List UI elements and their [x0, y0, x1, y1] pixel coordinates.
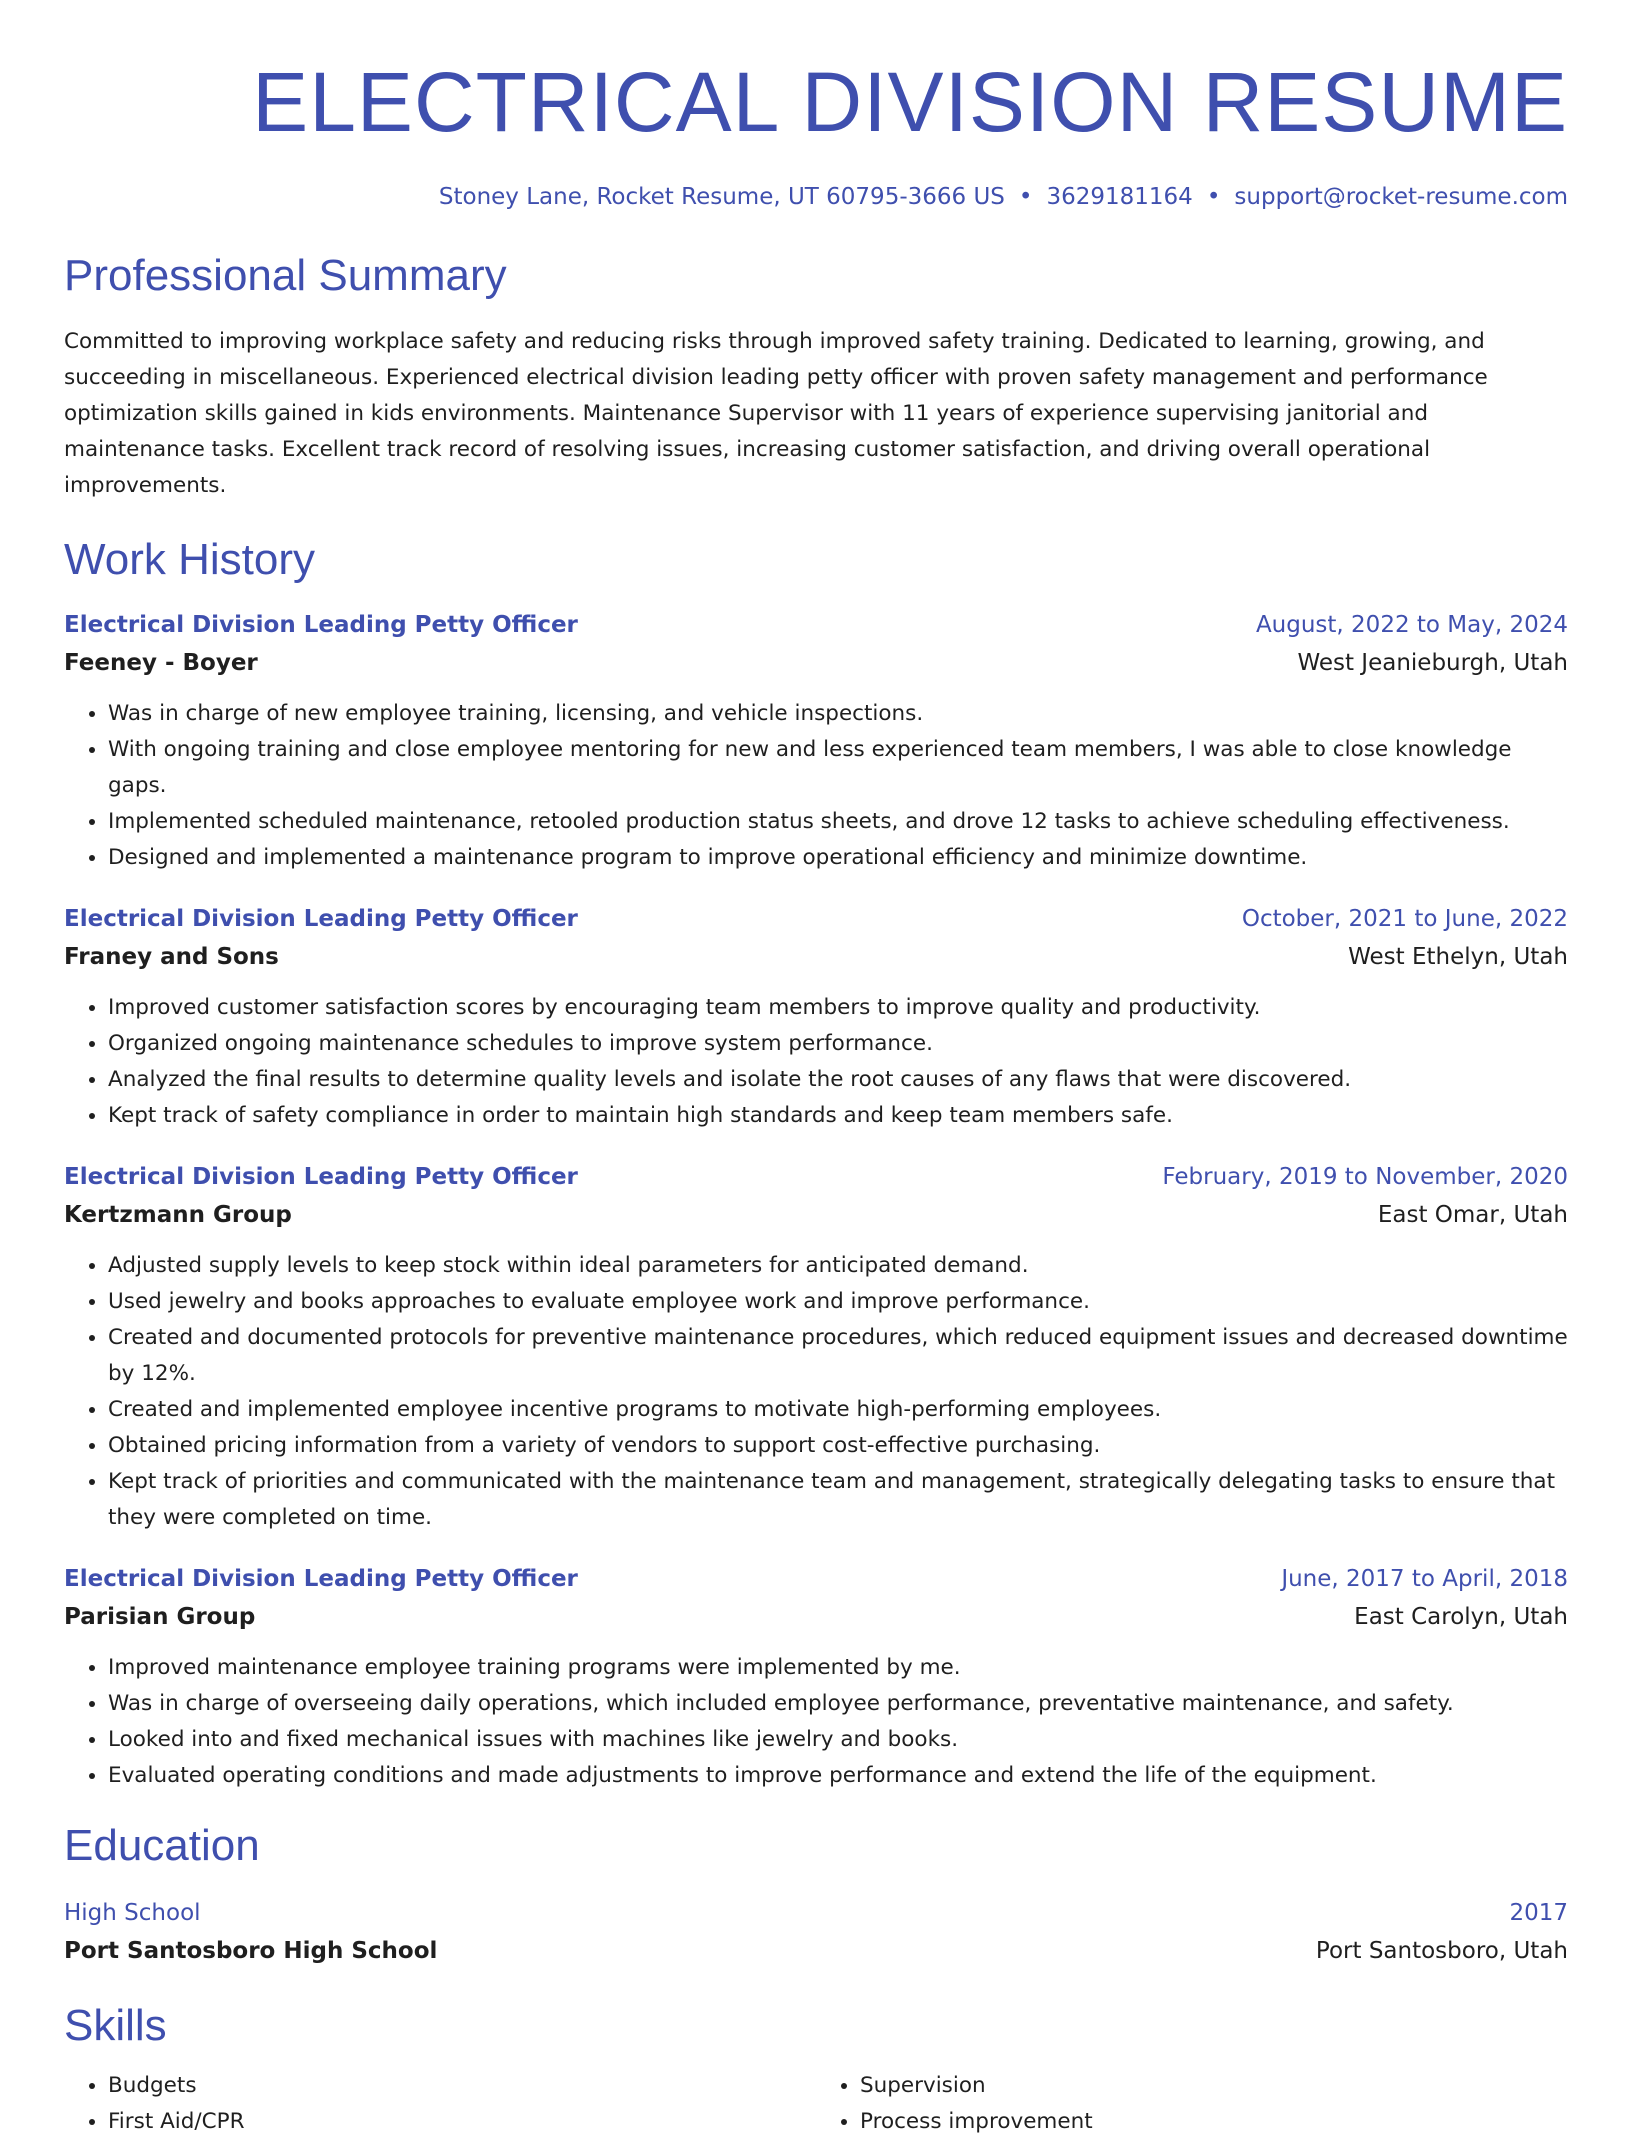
- education-degree: High School: [64, 1900, 201, 1926]
- job-bullets: [64, 1650, 1568, 1794]
- job-dates: February, 2019 to November, 2020: [1162, 1164, 1568, 1190]
- phone[interactable]: 3629181164: [1046, 184, 1193, 210]
- education-year: 2017: [1509, 1900, 1568, 1926]
- job-dates: October, 2021 to June, 2022: [1241, 906, 1568, 932]
- skills-column-left: [64, 2068, 816, 2140]
- job-bullet: • Kept track of safety compliance in order to maintain high standards and keep team members safe.: [108, 1098, 1568, 1134]
- section-title-work-history: Work History: [64, 535, 315, 584]
- job-bullet: • Evaluated operating conditions and made adjustments to improve performance and extend the life of the equipment.: [108, 1758, 1568, 1794]
- job-location: East Omar, Utah: [1377, 1202, 1568, 1228]
- job-bullet: • Looked into and fixed mechanical issues with machines like jewelry and books.: [108, 1722, 1568, 1758]
- job-bullet: • Improved maintenance employee training programs were implemented by me.: [108, 1650, 1568, 1686]
- skill-item: • Supervision: [860, 2068, 1568, 2104]
- resume-title: ELECTRICAL DIVISION RESUME: [252, 55, 1568, 149]
- skills-column-right: [816, 2068, 1568, 2140]
- job-bullet: • Created and implemented employee incentive programs to motivate high-performing employees.: [108, 1392, 1568, 1428]
- job-entry: [64, 606, 1568, 876]
- summary-text: Committed to improving workplace safety and reducing risks through improved safety training. Dedicated to learning, growing, and succeeding in miscellaneous. Experienced electrical division leading petty officer with proven safety management and performance optimization skills gained in kids environments. Maintenance Supervisor with 11 years of experience supervising janitorial and maintenance tasks. Excellent track record of resolving issues, increasing customer satisfaction, and driving overall operational improvements.: [64, 329, 1488, 498]
- skills-list: [64, 2068, 1568, 2140]
- section-title-skills: Skills: [64, 2001, 167, 2050]
- job-company: Franey and Sons: [64, 944, 279, 970]
- job-dates: August, 2022 to May, 2024: [1255, 612, 1568, 638]
- address: Stoney Lane, Rocket Resume, UT 60795-3666 US: [438, 184, 1005, 210]
- job-bullet: • Improved customer satisfaction scores by encouraging team members to improve quality and productivity.: [108, 990, 1568, 1026]
- skill-item: • Process improvement: [860, 2104, 1568, 2140]
- job-bullets: [64, 696, 1568, 876]
- job-location: West Jeanieburgh, Utah: [1297, 650, 1568, 676]
- job-bullet: • With ongoing training and close employee mentoring for new and less experienced team members, I was able to close knowledge gaps.: [108, 732, 1568, 804]
- job-role: Electrical Division Leading Petty Officer: [64, 1566, 578, 1592]
- job-dates: June, 2017 to April, 2018: [1281, 1566, 1568, 1592]
- skill-item: • Budgets: [108, 2068, 816, 2104]
- section-title-summary: Professional Summary: [64, 251, 507, 300]
- job-bullet: • Organized ongoing maintenance schedules to improve system performance.: [108, 1026, 1568, 1062]
- work-history-list: [64, 606, 1568, 1794]
- job-company: Feeney - Boyer: [64, 650, 258, 676]
- job-role: Electrical Division Leading Petty Officer: [64, 1164, 578, 1190]
- section-title-education: Education: [64, 1821, 260, 1870]
- education-entry: [64, 1894, 1568, 1970]
- education-location: Port Santosboro, Utah: [1315, 1938, 1568, 1964]
- job-entry: [64, 1560, 1568, 1794]
- job-bullet: • Was in charge of new employee training, licensing, and vehicle inspections.: [108, 696, 1568, 732]
- contact-line: [64, 180, 1568, 214]
- job-company: Kertzmann Group: [64, 1202, 292, 1228]
- job-bullet: • Was in charge of overseeing daily operations, which included employee performance, preventative maintenance, and safety.: [108, 1686, 1568, 1722]
- job-bullet: • Adjusted supply levels to keep stock within ideal parameters for anticipated demand.: [108, 1248, 1568, 1284]
- job-bullet: • Obtained pricing information from a variety of vendors to support cost-effective purchasing.: [108, 1428, 1568, 1464]
- job-company: Parisian Group: [64, 1604, 256, 1630]
- separator: •: [1018, 184, 1033, 210]
- job-location: East Carolyn, Utah: [1354, 1604, 1568, 1630]
- job-entry: [64, 900, 1568, 1134]
- skill-item: • First Aid/CPR: [108, 2104, 816, 2140]
- job-bullet: • Implemented scheduled maintenance, retooled production status sheets, and drove 12 tasks to achieve scheduling effectiveness.: [108, 804, 1568, 840]
- job-bullet: • Analyzed the final results to determine quality levels and isolate the root causes of any flaws that were discovered.: [108, 1062, 1568, 1098]
- job-role: Electrical Division Leading Petty Officer: [64, 612, 578, 638]
- job-bullet: • Designed and implemented a maintenance program to improve operational efficiency and minimize downtime.: [108, 840, 1568, 876]
- email-link[interactable]: support@rocket-resume.com: [1234, 184, 1568, 210]
- job-bullets: [64, 1248, 1568, 1536]
- job-bullets: [64, 990, 1568, 1134]
- job-bullet: • Used jewelry and books approaches to evaluate employee work and improve performance.: [108, 1284, 1568, 1320]
- job-bullet: • Created and documented protocols for preventive maintenance procedures, which reduced equipment issues and decreased downtime by 12%.: [108, 1320, 1568, 1392]
- job-bullet: • Kept track of priorities and communicated with the maintenance team and management, strategically delegating tasks to ensure that they were completed on time.: [108, 1464, 1568, 1536]
- job-role: Electrical Division Leading Petty Officer: [64, 906, 578, 932]
- job-location: West Ethelyn, Utah: [1348, 944, 1568, 970]
- separator: •: [1206, 184, 1221, 210]
- education-school: Port Santosboro High School: [64, 1938, 438, 1964]
- job-entry: [64, 1158, 1568, 1536]
